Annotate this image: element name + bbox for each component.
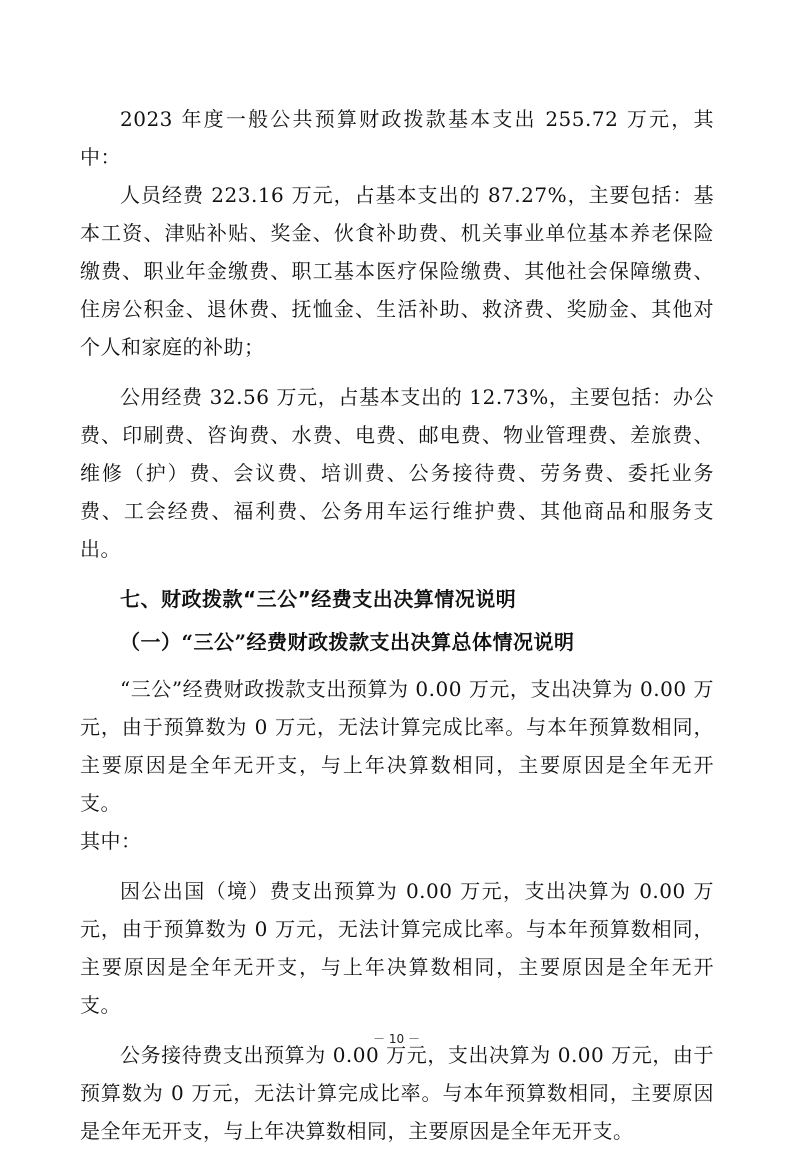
paragraph-public-costs: 公用经费 32.56 万元，占基本支出的 12.73%，主要包括：办公费、印刷费、咨询费、水费、电费、邮电费、物业管理费、差旅费、维修（护）费、会议费、培训费、公务接待费、劳务费、委托业务费、工会经费、福利费、公务用车运行维护费、其他商品和服务支出。 bbox=[80, 385, 714, 561]
paragraph-basic-expenditure: 2023 年度一般公共预算财政拨款基本支出 255.72 万元，其中： bbox=[80, 107, 714, 169]
document-page bbox=[80, 100, 714, 1162]
subsection-heading: （一）“三公”经费财政拨款支出决算总体情况说明 bbox=[120, 630, 575, 654]
paragraph-personnel-costs: 人员经费 223.16 万元，占基本支出的 87.27%，主要包括：基本工资、津贴补贴、奖金、伙食补助费、机关事业单位基本养老保险缴费、职业年金缴费、职工基本医疗保险缴费、其他社会保障缴费、住房公积金、退休费、抚恤金、生活补助、救济费、奖励金、其他对个人和家庭的补助； bbox=[80, 183, 714, 359]
page-number: － 10 － bbox=[373, 1032, 420, 1046]
paragraph-overseas-travel: 因公出国（境）费支出预算为 0.00 万元，支出决算为 0.00 万元，由于预算数为 0 万元，无法计算完成比率。与本年预算数相同，主要原因是全年无开支，与上年决算数相同，主要原因是全年无开支。 bbox=[80, 879, 714, 1017]
section-heading: 七、财政拨款“三公”经费支出决算情况说明 bbox=[120, 587, 517, 611]
paragraph-three-public-overall: “三公”经费财政拨款支出预算为 0.00 万元，支出决算为 0.00 万元，由于预算数为 0 万元，无法计算完成比率。与本年预算数相同，主要原因是全年无开支，与上年决算数相同，主要原因是全年无开支。 bbox=[80, 677, 714, 815]
paragraph-among-them: 其中： bbox=[80, 829, 142, 853]
paragraph-official-reception: 公务接待费支出预算为 0.00 万元，支出决算为 0.00 万元，由于预算数为 0 万元，无法计算完成比率。与本年预算数相同，主要原因是全年无开支，与上年决算数相同，主要原因是全年无开支。 bbox=[80, 1043, 714, 1143]
